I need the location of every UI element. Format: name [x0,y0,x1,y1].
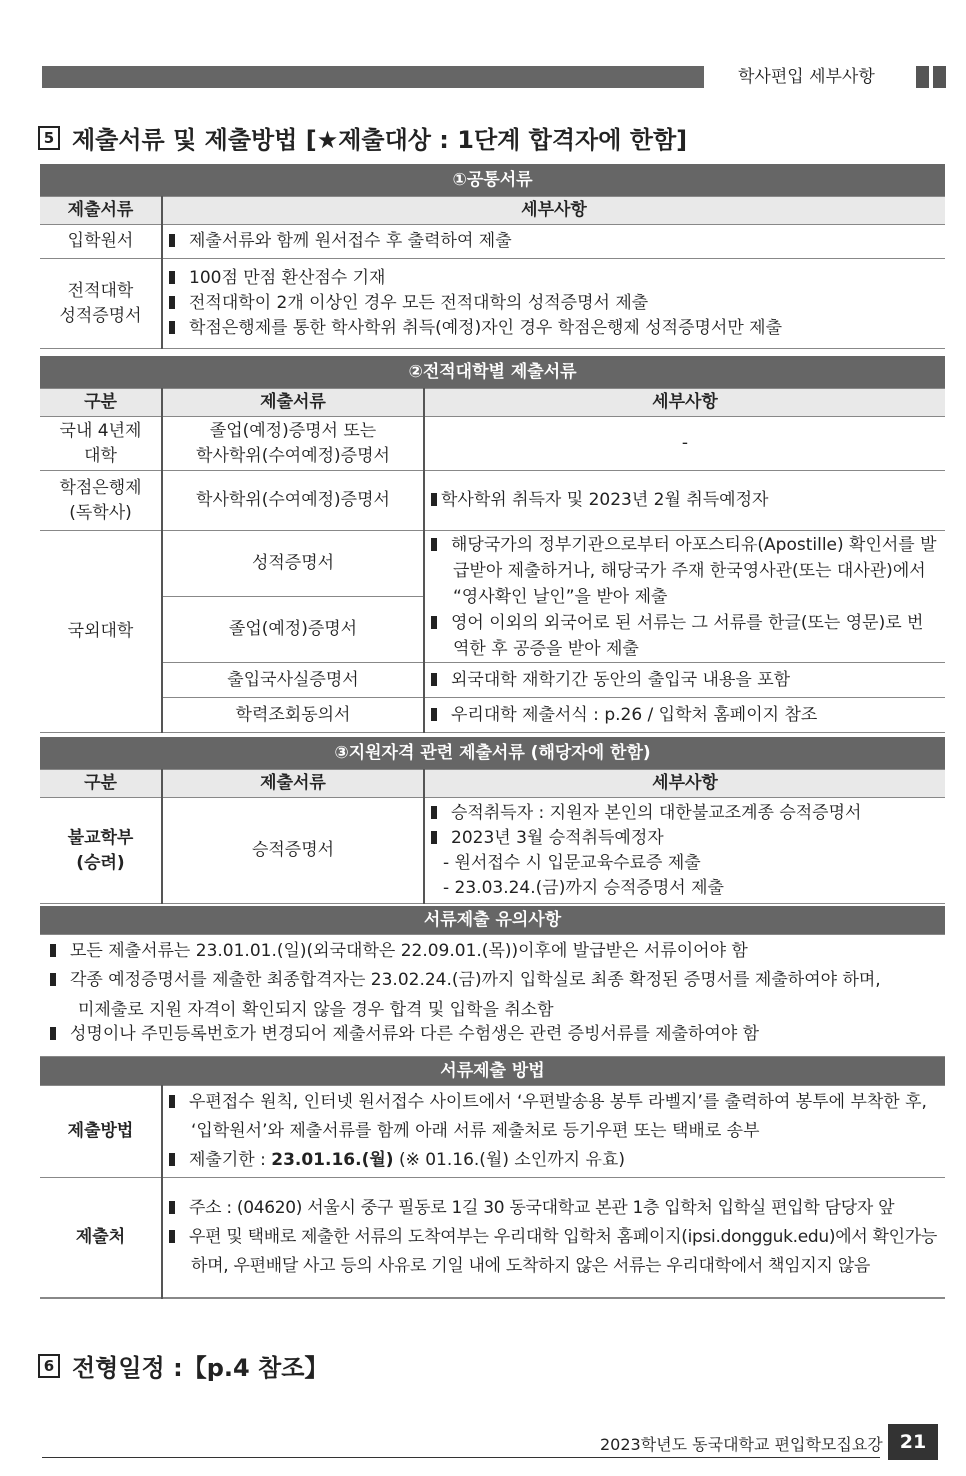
footer-line [42,1457,880,1458]
row-doc-foreign-diploma: 졸업(예정)증명서 [162,597,424,663]
prev-college-table [40,356,945,733]
destination-detail [162,1178,945,1298]
page-number: 21 [888,1424,938,1460]
destination-text: 주소 : (04620) 서울시 중구 필동로 1길 30 동국대학교 본관 1층 입학처 입학실 편입학 담당자 앞 [189,1197,895,1218]
row-detail-application [162,225,945,259]
method-detail [162,1086,945,1178]
detail-subitem: - 원서접수 시 입문교육수료증 제출 [443,852,701,873]
row-doc-foreign-transcript: 성적증명서 [162,531,424,597]
col-header-doc: 제출서류 [162,389,424,417]
header-bar [42,66,704,88]
method-bar: 서류제출 방법 [40,1057,945,1086]
row-doc-buddhist: 승적증명서 [162,798,424,904]
detail-text: 학점은행제를 통한 학사학위 취득(예정)자인 경우 학점은행제 성적증명서만 제출 [189,318,783,338]
detail-text: 외국대학 재학기간 동안의 출입국 내용을 포함 [451,669,791,690]
row-detail-foreign-docs [424,531,945,663]
col-header-detail: 세부사항 [424,389,945,417]
header-block-2 [933,66,946,88]
prev-college-bar: ②전적대학별 제출서류 [40,356,945,389]
col-header-doc: 제출서류 [40,197,162,225]
detail-text: 2023년 3월 승적취득예정자 [451,827,664,848]
row-cat-domestic: 국내 4년제 대학 [40,417,162,471]
row-doc-immigration: 출입국사실증명서 [162,663,424,698]
note-text-continued: 미제출로 지원 자격이 확인되지 않을 경우 합격 및 입학을 취소함 [78,1000,554,1020]
row-doc-verification-consent: 학력조회동의서 [162,698,424,733]
detail-text: 전적대학이 2개 이상인 경우 모든 전적대학의 성적증명서 제출 [189,293,649,313]
row-cat-credit-bank: 학점은행제 (독학사) [40,471,162,531]
destination-text: 우편 및 택배로 제출한 서류의 도착여부는 우리대학 입학처 홈페이지(ipsi.dongguk.edu)에서 확인가능하며, 우편배달 사고 등의 사유로 기일 내에 도착하지 않은 서류는 우리대학에서 책임지지 않음 [189,1226,938,1276]
method-table [40,1056,945,1299]
row-detail-domestic: - [424,417,945,471]
note-text: 모든 제출서류는 23.01.01.(일)(외국대학은 22.09.01.(목))이후에 발급받은 서류이어야 함 [70,941,748,961]
row-detail-verification-consent [424,698,945,733]
section-6-number: 6 [38,1354,60,1378]
col-header-detail: 세부사항 [162,197,945,225]
section-5-title: 제출서류 및 제출방법 [★제출대상 : 1단계 합격자에 한함] [72,126,688,154]
row-detail-credit-bank [424,471,945,531]
note-text: 각종 예정증명서를 제출한 최종합격자는 23.02.24.(금)까지 입학실로 최종 확정된 증명서를 제출하여야 하며, [70,970,881,990]
note-item [50,966,945,995]
detail-subitem: - 23.03.24.(금)까지 승적증명서 제출 [443,877,724,898]
row-doc-domestic: 졸업(예정)증명서 또는 학사학위(수여예정)증명서 [162,417,424,471]
detail-text: 학사학위 취득자 및 2023년 2월 취득예정자 [441,490,769,510]
header-block-1 [916,66,929,88]
detail-text: 제출서류와 함께 원서접수 후 출력하여 제출 [189,231,512,251]
col-header-detail: 세부사항 [424,770,945,798]
detail-text: 100점 만점 환산점수 기재 [189,268,386,288]
deadline-suffix: (※ 01.16.(월) 소인까지 유효) [393,1150,625,1170]
col-header-category: 구분 [40,770,162,798]
detail-text: 우리대학 제출서식 : p.26 / 입학처 홈페이지 참조 [451,704,818,725]
row-detail-transcript [162,259,945,349]
header-title: 학사편입 세부사항 [738,67,875,87]
note-item [50,937,945,966]
row-cat-foreign: 국외대학 [40,531,162,733]
method-text: 우편접수 원칙, 인터넷 원서접수 사이트에서 ‘우편발송용 봉투 라벨지’를 출력하여 봉투에 부착한 후, ‘입학원서’와 제출서류를 함께 아래 서류 제출처로 등기우편 또는 택배로 송부 [189,1092,927,1141]
section-5-number: 5 [38,126,60,150]
col-header-doc: 제출서류 [162,770,424,798]
notes-bar: 서류제출 유의사항 [40,906,945,935]
row-label-transcript: 전적대학 성적증명서 [40,259,162,349]
common-docs-bar: ①공통서류 [40,164,945,197]
row-doc-credit-bank: 학사학위(수여예정)증명서 [162,471,424,531]
row-cat-buddhist: 불교학부 (승려) [40,798,162,904]
qualification-table [40,737,945,904]
section-5-heading [38,120,687,155]
notes-bar-table [40,906,945,935]
detail-text: 영어 이외의 외국어로 된 서류는 그 서류를 한글(또는 영문)로 번역한 후 공증을 받아 제출 [451,612,924,659]
col-header-category: 구분 [40,389,162,417]
row-label-application: 입학원서 [40,225,162,259]
deadline-prefix: 제출기한 : [189,1150,272,1170]
qualification-bar: ③지원자격 관련 제출서류 (해당자에 한함) [40,737,945,770]
common-docs-table [40,164,945,349]
row-detail-immigration [424,663,945,698]
footer-text: 2023학년도 동국대학교 편입학모집요강 [600,1435,883,1454]
destination-label: 제출처 [40,1178,162,1298]
note-item [50,1020,945,1049]
note-text: 성명이나 주민등록번호가 변경되어 제출서류와 다른 수험생은 관련 증빙서류를 제출하여야 함 [70,1024,760,1044]
section-6-heading [38,1348,328,1383]
detail-text: 승적취득자 : 지원자 본인의 대한불교조계종 승적증명서 [451,802,862,823]
row-detail-buddhist [424,798,945,904]
method-label: 제출방법 [40,1086,162,1178]
deadline-date: 23.01.16.(월) [271,1150,394,1170]
section-6-title: 전형일정 :【p.4 참조】 [72,1354,329,1382]
notes-list [50,937,945,1049]
detail-text: 해당국가의 정부기관으로부터 아포스티유(Apostille) 확인서를 발급받아 제출하거나, 해당국가 주재 한국영사관(또는 대사관)에서 “영사확인 날인”을 받아 제출 [451,534,937,607]
